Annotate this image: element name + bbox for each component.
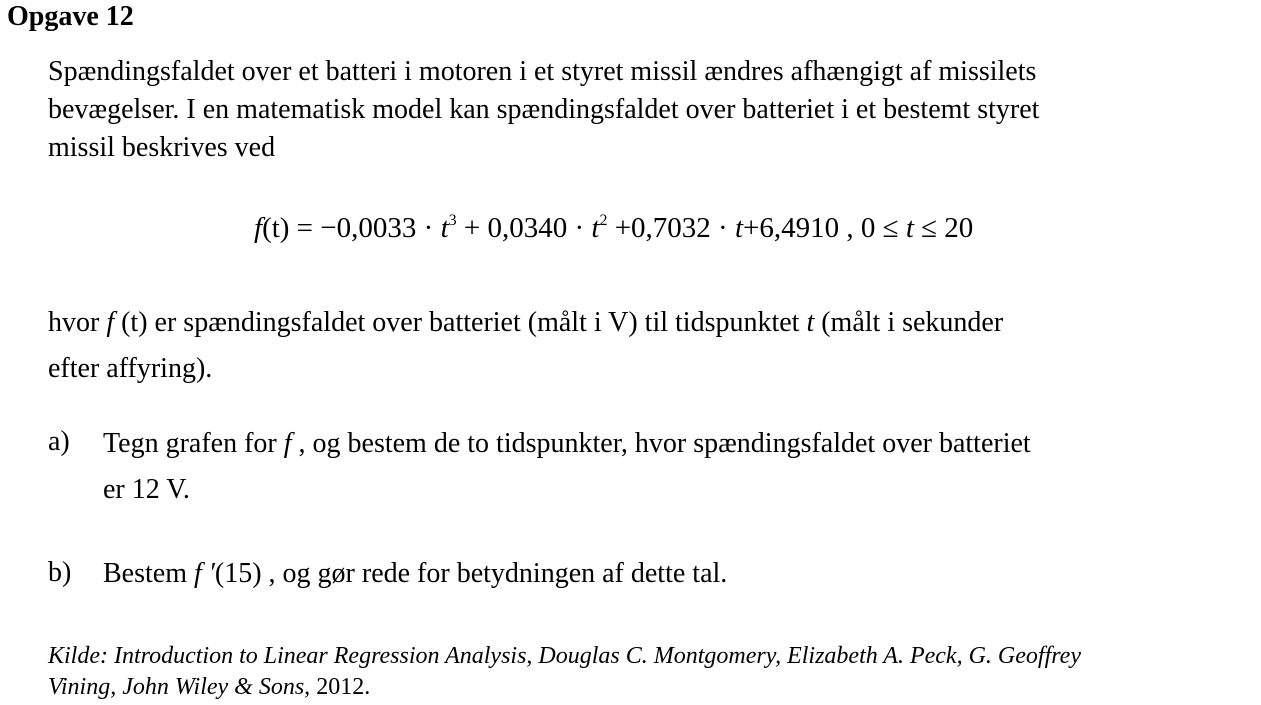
explanation-hvor: hvor: [48, 307, 107, 338]
formula-exponent-2: 2: [599, 212, 608, 229]
formula-domain-end: ≤ 20: [913, 212, 974, 244]
question-a-function-name: f: [283, 428, 292, 459]
formula-term-2: + 0,0340 ·: [456, 212, 592, 244]
source-line-1: Kilde: Introduction to Linear Regression Analysis, Douglas C. Montgomery, Elizabeth A. Peck, G. Geoffrey: [48, 643, 1081, 669]
question-a-label: a): [48, 426, 70, 457]
source-line-2-italic: Vining, John Wiley & Sons,: [48, 674, 317, 700]
question-b-post: (15) , og gør rede for betydningen af dette tal.: [214, 558, 728, 589]
question-a-pre: Tegn grafen for: [103, 428, 284, 459]
explanation-end: (målt i sekunder: [814, 307, 1004, 338]
explanation-mid: er spændingsfaldet over batteriet (målt i V) til tidspunktet: [147, 307, 807, 338]
explanation-variable: t: [806, 307, 815, 338]
formula-function-name: f: [254, 212, 263, 244]
formula-term-3: +0,7032 ·: [607, 212, 735, 244]
formula-lhs: (t) = −0,0033 ·: [262, 212, 441, 244]
formula-variable: t: [734, 212, 744, 244]
formula-exponent-3: 3: [448, 212, 457, 229]
formula-variable: t: [440, 212, 449, 244]
explanation-arg: (t): [114, 307, 148, 338]
explanation-function-name: f: [106, 307, 115, 338]
explanation-paragraph: [48, 300, 1003, 392]
exercise-title: Opgave 12: [7, 1, 134, 32]
formula: [254, 212, 973, 245]
formula-term-4: +6,4910 , 0 ≤: [743, 212, 906, 244]
intro-line-1: Spændingsfaldet over et batteri i motoren i et styret missil ændres afhængigt af missilets: [48, 56, 1037, 87]
question-b-function-name: f ′: [194, 558, 215, 589]
formula-variable: t: [591, 212, 600, 244]
source-year: 2012.: [316, 674, 371, 700]
question-b-label: b): [48, 557, 72, 588]
source-line-2: [48, 672, 1081, 703]
explanation-line-2: efter affyring).: [48, 353, 213, 384]
question-a-text: [103, 421, 1031, 513]
question-a-post: , og bestem de to tidspunkter, hvor spændingsfaldet over batteriet: [291, 428, 1031, 459]
question-b-pre: Bestem: [103, 558, 194, 589]
source-citation: [48, 641, 1081, 703]
formula-variable: t: [905, 212, 914, 244]
explanation-line-1: [48, 300, 1003, 346]
intro-line-3: missil beskrives ved: [48, 132, 276, 163]
question-a-line-1: [103, 421, 1031, 467]
intro-paragraph: [48, 53, 1039, 167]
intro-line-2: bevægelser. I en matematisk model kan spændingsfaldet over batteriet i et bestemt styret: [48, 94, 1040, 125]
question-b-text: [103, 551, 727, 597]
question-a-line-2: er 12 V.: [103, 474, 190, 505]
